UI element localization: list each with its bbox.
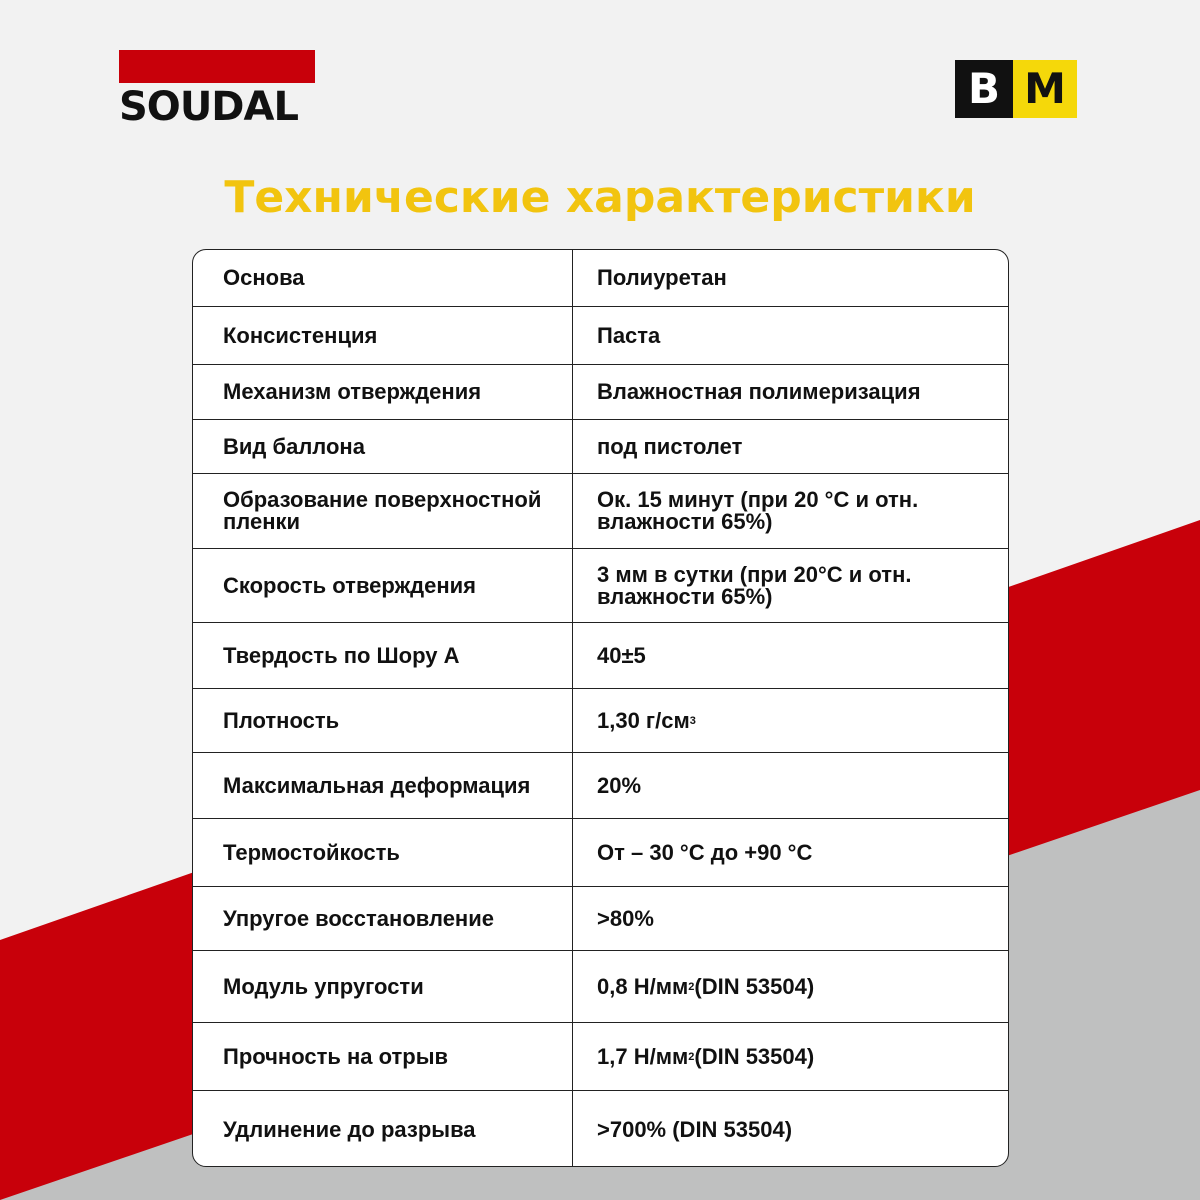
spec-label: Максимальная деформация <box>193 753 573 818</box>
spec-label: Основа <box>193 250 573 306</box>
spec-value: 40±5 <box>597 642 646 668</box>
bm-logo-m: M <box>1013 60 1077 118</box>
table-row <box>193 420 1008 474</box>
spec-label: Упругое восстановление <box>193 887 573 950</box>
spec-label: Модуль упругости <box>193 951 573 1022</box>
spec-label: Удлинение до разрыва <box>193 1091 573 1167</box>
spec-label: Прочность на отрыв <box>193 1023 573 1090</box>
table-row <box>193 623 1008 689</box>
spec-value: 3 мм в сутки (при 20°С и отн. влажности 65%) <box>597 561 912 609</box>
soudal-logo: SOUDAL <box>119 84 298 130</box>
spec-label: Плотность <box>193 689 573 752</box>
table-row <box>193 753 1008 819</box>
table-row <box>193 819 1008 887</box>
spec-value: Полиуретан <box>597 265 727 290</box>
spec-value: Ок. 15 минут (при 20 °C и отн. влажности 65%) <box>597 487 919 534</box>
spec-value: 1,30 г/см 3 <box>597 707 696 733</box>
spec-label: Образование поверхностной пленки <box>193 474 573 548</box>
spec-value: Влажностная полимеризация <box>597 379 921 404</box>
table-row <box>193 549 1008 623</box>
table-row <box>193 307 1008 365</box>
table-row <box>193 1023 1008 1091</box>
page-title: Технические характеристики <box>224 172 976 223</box>
spec-value: >700% (DIN 53504) <box>597 1116 793 1142</box>
soudal-logo-bar <box>119 50 315 83</box>
table-row <box>193 250 1008 307</box>
spec-label: Термостойкость <box>193 819 573 886</box>
bm-logo-b: B <box>955 60 1013 118</box>
table-row <box>193 951 1008 1023</box>
spec-label: Консистенция <box>193 307 573 364</box>
spec-label: Скорость отверждения <box>193 549 573 622</box>
spec-value: под пистолет <box>597 433 743 459</box>
table-row <box>193 1091 1008 1167</box>
spec-value: >80% <box>597 905 654 931</box>
spec-value: От – 30 °С до +90 °С <box>597 839 813 865</box>
spec-label: Механизм отверждения <box>193 365 573 419</box>
spec-value: 20% <box>597 772 642 798</box>
spec-label: Твердость по Шору А <box>193 623 573 688</box>
table-row <box>193 689 1008 753</box>
table-row <box>193 887 1008 951</box>
bm-logo <box>955 60 1077 118</box>
spec-label: Вид баллона <box>193 420 573 473</box>
spec-value: 1,7 Н/мм 2 (DIN 53504) <box>597 1043 815 1069</box>
table-row <box>193 365 1008 420</box>
spec-value: Паста <box>597 322 661 348</box>
spec-value: 0,8 Н/мм 2 (DIN 53504) <box>597 973 815 999</box>
table-row <box>193 474 1008 549</box>
specs-table <box>192 249 1009 1167</box>
